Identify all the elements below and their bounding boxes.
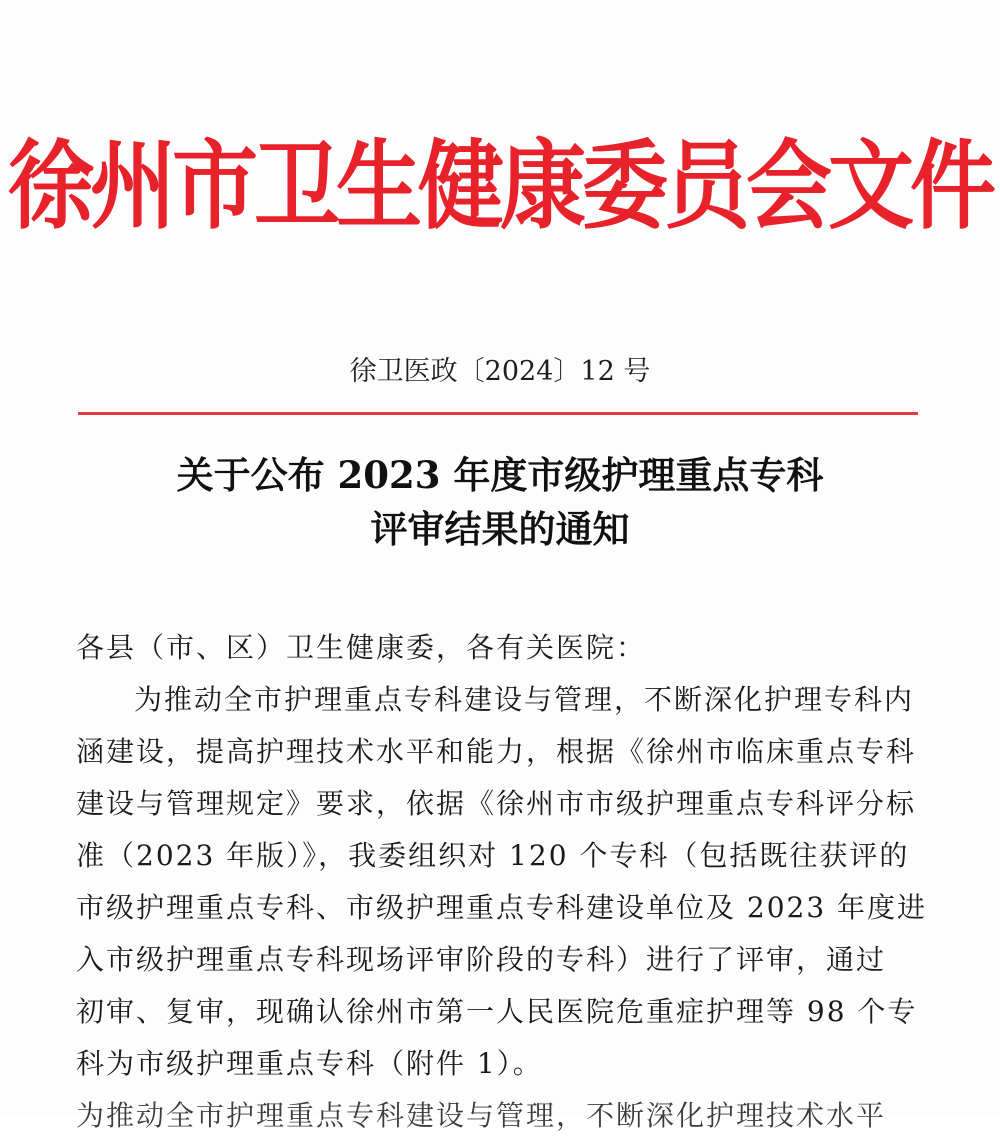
cutoff-line-text: 为推动全市护理重点专科建设与管理，不断深化护理技术水平 (76, 1099, 887, 1132)
cutoff-next-line (76, 1096, 924, 1132)
body-paragraph-line: 初审、复审，现确认徐州市第一人民医院危重症护理等 98 个专 (76, 995, 918, 1028)
notice-title (0, 448, 1000, 556)
addressee-line: 各县（市、区）卫生健康委，各有关医院： (76, 631, 647, 664)
body-paragraph-line: 入市级护理重点专科现场评审阶段的专科）进行了评审，通过 (76, 943, 887, 976)
notice-title-line-2: 评审结果的通知 (370, 507, 630, 551)
body-paragraph-line: 市级护理重点专科、市级护理重点专科建设单位及 2023 年度进 (76, 891, 928, 924)
document-number: 徐卫医政〔2024〕12 号 (349, 356, 651, 387)
body-paragraph-line: 科为市级护理重点专科（附件 1）。 (76, 1047, 543, 1080)
issuer-banner: 徐州市卫生健康委员会文件 (8, 130, 992, 244)
body-paragraph-line: 建设与管理规定》要求，依据《徐州市市级护理重点专科评分标 (76, 787, 917, 820)
red-separator-rule (78, 412, 918, 415)
body-paragraph-line: 为推动全市护理重点专科建设与管理，不断深化护理专科内 (134, 683, 915, 716)
body-paragraph-line: 准（2023 年版）》，我委组织对 120 个专科（包括既往获评的 (76, 839, 910, 872)
body-paragraph-line: 涵建设，提高护理技术水平和能力，根据《徐州市临床重点专科 (76, 735, 917, 768)
notice-title-line-1: 关于公布 2023 年度市级护理重点专科 (176, 453, 824, 497)
